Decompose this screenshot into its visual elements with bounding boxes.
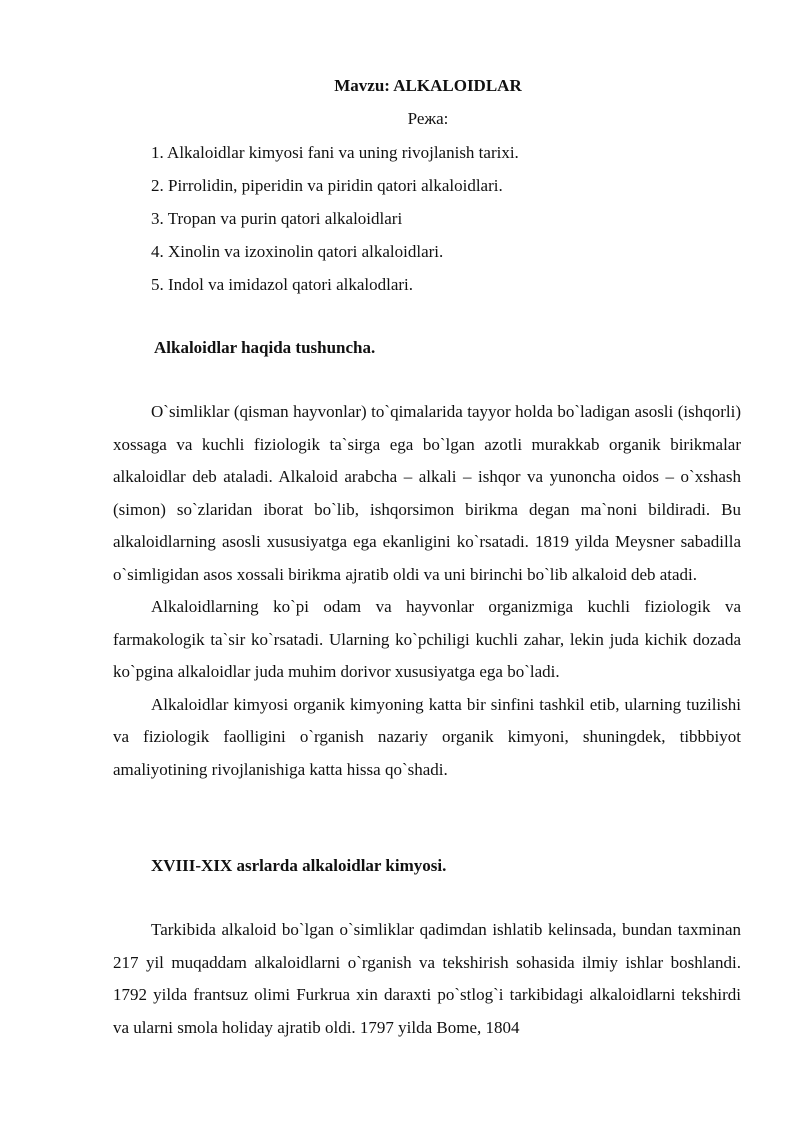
section-heading-concept: Alkaloidlar haqida tushuncha. (154, 338, 376, 357)
paragraph: Alkaloidlarning ko`pi odam va hayvonlar organizmiga kuchli fiziologik va farmakologik ta`sir ko`rsatadi. Ularning ko`pchiligi kuchli zahar, lekin juda kichik dozada ko`pgina alkaloidlar juda muhim dorivor xususiyatga ega bo`ladi. (113, 597, 741, 681)
paragraph: Tarkibida alkaloid bo`lgan o`simliklar qadimdan ishlatib kelinsada, bundan taxminan 217 yil muqaddam alkaloidlarni o`rganish va tekshirish sohasida ilmiy ishlar boshlandi. 1792 yilda frantsuz olimi Furkrua xin daraxti po`stlog`i tarkibidagi alkaloidlarni tekshirdi va ularni smola holiday ajratib oldi. 1797 yilda Bome, 1804 (113, 920, 741, 1037)
document-title: Mavzu: ALKALOIDLAR (334, 76, 522, 95)
plan-item: 5. Indol va imidazol qatori alkalodlari. (151, 275, 414, 294)
plan-label: Режа: (407, 109, 449, 128)
plan-item: 2. Pirrolidin, piperidin va piridin qatori alkaloidlari. (151, 176, 503, 195)
section-heading-history: XVIII-XIX asrlarda alkaloidlar kimyosi. (151, 856, 447, 875)
plan-item: 1. Alkaloidlar kimyosi fani va uning rivojlanish tarixi. (151, 143, 519, 162)
section-body-history (113, 914, 741, 1044)
plan-list (151, 142, 519, 307)
plan-item: 3. Tropan va purin qatori alkaloidlari (151, 209, 403, 228)
plan-item: 4. Xinolin va izoxinolin qatori alkaloidlari. (151, 242, 444, 261)
section-body-concept (113, 396, 741, 786)
paragraph: O`simliklar (qisman hayvonlar) to`qimalarida tayyor holda bo`ladigan asosli (ishqorli) xossaga va kuchli fiziologik ta`sirga ega bo`lgan azotli murakkab organik birikmalar alkaloidlar deb ataladi. Alkaloid arabcha – alkali – ishqor va yunoncha oidos – o`xshash (simon) so`zlaridan iborat bo`lib, ishqorsimon birikma degan ma`noni bildiradi. Bu alkaloidlarning asosli xususiyatga ega ekanligini ko`rsatadi. 1819 yilda Meysner sabadilla o`simligidan asos xossali birikma ajratib oldi va uni birinchi bo`lib alkaloid deb atadi. (113, 402, 741, 584)
paragraph: Alkaloidlar kimyosi organik kimyoning katta bir sinfini tashkil etib, ularning tuzilishi va fiziologik faolligini o`rganish nazariy organik kimyoni, shuningdek, tibbbiyot amaliyotining rivojlanishiga katta hissa qo`shadi. (113, 694, 741, 779)
